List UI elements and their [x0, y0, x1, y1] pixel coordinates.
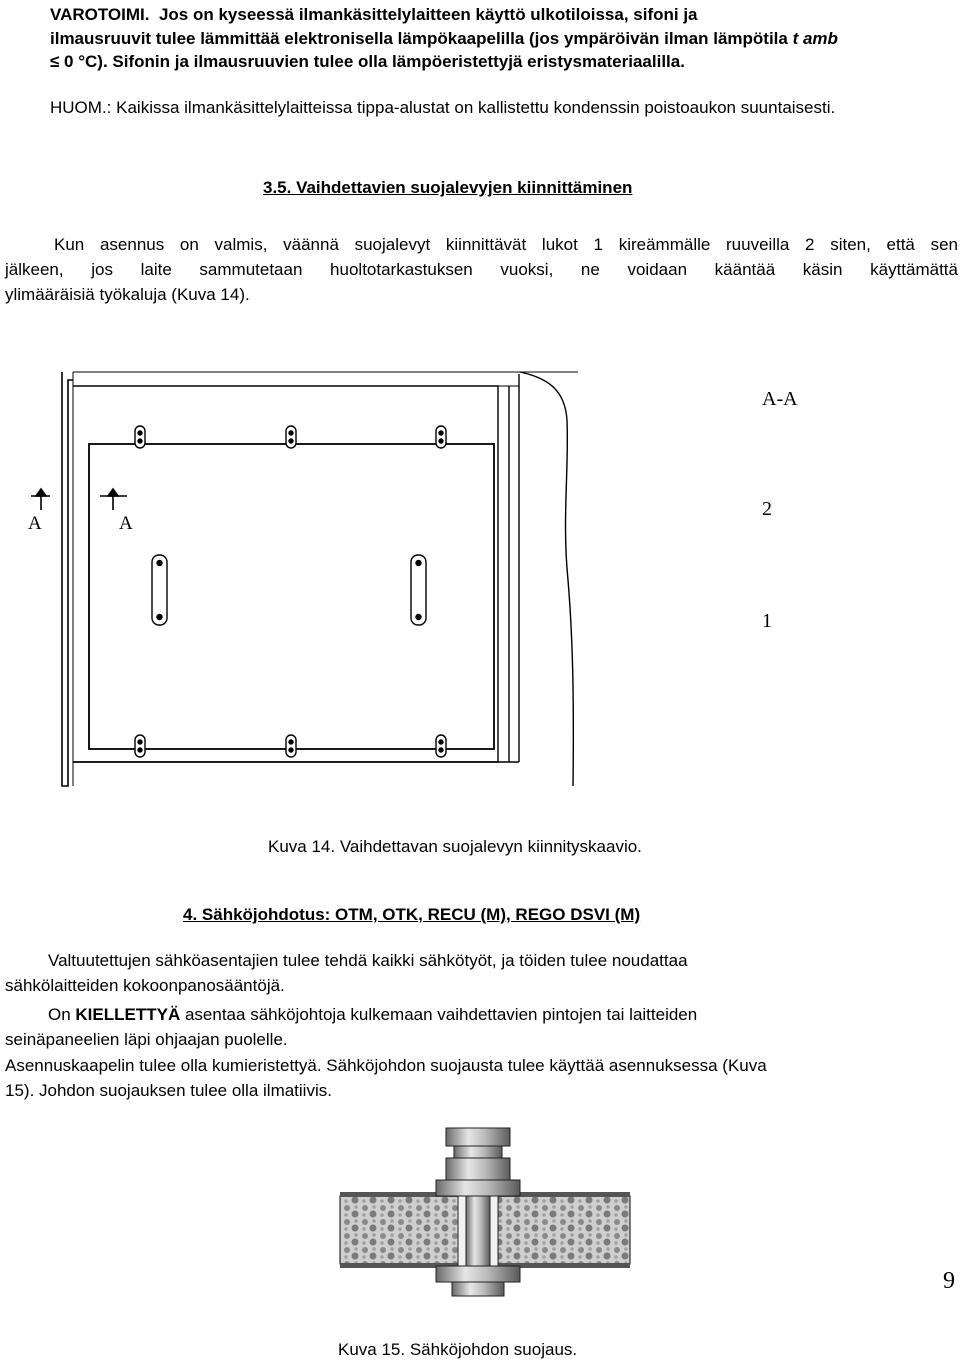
section-label-a-left: A — [28, 513, 42, 534]
section-3-5-line-3: ylimääräisiä työkaluja (Kuva 14). — [5, 285, 250, 304]
note-label: HUOM. — [50, 98, 107, 117]
section-4-heading: 4. Sähköjohdotus: OTM, OTK, RECU (M), REGO DSVI (M) — [183, 905, 641, 924]
section-3-5-heading: 3.5. Vaihdettavien suojalevyjen kiinnittäminen — [263, 178, 633, 197]
warning-text-2: ilmausruuvit tulee lämmittää elektronisella lämpökaapelilla (jos ympäröivän ilman lämpötila — [50, 29, 793, 48]
section-4-p2-on: On — [48, 1005, 76, 1024]
section-4-p3-line-1: Asennuskaapelin tulee olla kumieristettyä. Sähköjohdon suojausta tulee käyttää asennuksessa (Kuva — [5, 1056, 767, 1075]
section-label-aa: A-A — [762, 388, 798, 410]
section-4-p2-line-2: seinäpaneelien läpi ohjaajan puolelle. — [5, 1030, 288, 1049]
section-label-a-right: A — [119, 513, 133, 534]
warning-label: VAROTOIMI. — [50, 5, 150, 24]
section-4-p1-line-2: sähkölaitteiden kokoonpanosääntöjä. — [5, 976, 285, 995]
section-3-5-line-2: jälkeen, jos laite sammutetaan huoltotarkastuksen vuoksi, ne voidaan kääntää käsin käyttämättä — [5, 260, 958, 279]
figure-15-caption: Kuva 15. Sähköjohdon suojaus. — [338, 1340, 578, 1359]
section-3-5-line-1: Kun asennus on valmis, väännä suojalevyt kiinnittävät lukot 1 kireämmälle ruuveilla 2 siten, että sen — [54, 235, 958, 254]
section-4-p2-forbidden: KIELLETTYÄ — [75, 1005, 181, 1024]
section-4-p3-line-2: 15). Johdon suojauksen tulee olla ilmatiivis. — [5, 1081, 332, 1100]
callout-2: 2 — [762, 498, 772, 520]
warning-text-3: ≤ 0 °C). Sifonin ja ilmausruuvien tulee olla lämpöeristettyjä eristysmateriaalilla. — [50, 52, 685, 71]
warning-text-1: Jos on kyseessä ilmankäsittelylaitteen käyttö ulkotiloissa, sifoni ja — [158, 5, 698, 24]
note-text: : Kaikissa ilmankäsittelylaitteissa tippa-alustat on kallistettu kondenssin poistoaukon suuntaisesti. — [106, 98, 836, 117]
figure-14-caption: Kuva 14. Vaihdettavan suojalevyn kiinnityskaavio. — [268, 837, 642, 856]
page-number: 9 — [943, 1268, 955, 1294]
warning-variable: t amb — [792, 29, 838, 48]
section-4-p2-rest: asentaa sähköjohtoja kulkemaan vaihdettavien pintojen tai laitteiden — [180, 1005, 698, 1024]
callout-1: 1 — [762, 610, 772, 632]
section-4-p1-line-1: Valtuutettujen sähköasentajien tulee tehdä kaikki sähkötyöt, ja töiden tulee noudattaa — [48, 951, 688, 970]
